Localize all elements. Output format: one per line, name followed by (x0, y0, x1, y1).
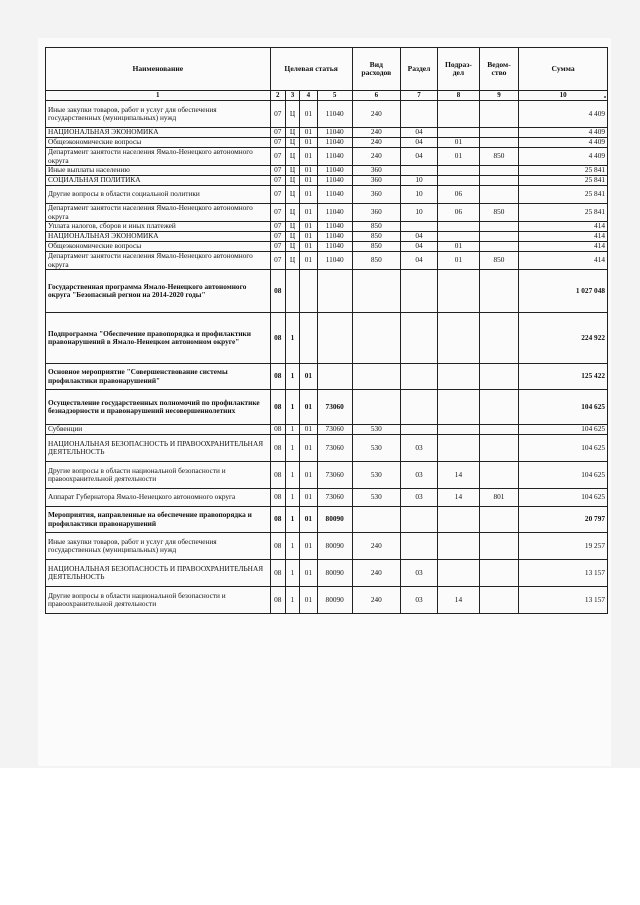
sum-cell: 25 841 (519, 176, 608, 186)
row-name-cell: НАЦИОНАЛЬНАЯ ЭКОНОМИКА (46, 232, 271, 242)
subsection-cell (438, 435, 480, 462)
expense-type-cell: 530 (352, 462, 400, 489)
expense-type-cell: 530 (352, 489, 400, 507)
table-row (46, 252, 608, 270)
target-code-4: 11040 (317, 128, 352, 138)
row-name-cell: Государственная программа Ямало-Ненецкого автономного округа "Безопасный регион на 2014-2020 годы" (46, 270, 271, 313)
expense-type-cell: 850 (352, 252, 400, 270)
row-name-cell: Субвенции (46, 425, 271, 435)
table-row (46, 242, 608, 252)
section-cell (400, 101, 437, 128)
target-code-1: 07 (270, 128, 285, 138)
department-cell (479, 242, 518, 252)
department-cell: 850 (479, 204, 518, 222)
expense-type-cell: 360 (352, 166, 400, 176)
expense-type-cell: 360 (352, 186, 400, 204)
target-code-1: 07 (270, 204, 285, 222)
department-cell (479, 232, 518, 242)
subsection-cell: 06 (438, 204, 480, 222)
target-code-2: Ц (285, 166, 299, 176)
expense-type-cell (352, 313, 400, 364)
table-row (46, 166, 608, 176)
header-target: Целевая статья (270, 48, 352, 91)
target-code-3 (300, 313, 318, 364)
target-code-2: 1 (285, 425, 299, 435)
target-code-2: 1 (285, 435, 299, 462)
section-cell: 04 (400, 252, 437, 270)
column-number: 10 (519, 91, 608, 101)
header-subsection: Подраз-дел (438, 48, 480, 91)
expense-type-cell: 240 (352, 128, 400, 138)
target-code-4: 80090 (317, 560, 352, 587)
header-name: Наименование (46, 48, 271, 91)
expense-type-cell: 530 (352, 435, 400, 462)
target-code-4: 73060 (317, 462, 352, 489)
column-number-row (46, 91, 608, 101)
section-cell: 04 (400, 138, 437, 148)
sum-cell: 4 409 (519, 138, 608, 148)
section-cell: 04 (400, 242, 437, 252)
target-code-2 (285, 270, 299, 313)
target-code-3: 01 (300, 242, 318, 252)
target-code-1: 07 (270, 166, 285, 176)
department-cell (479, 128, 518, 138)
table-row (46, 560, 608, 587)
budget-table (45, 47, 608, 614)
row-name-cell: Иные закупки товаров, работ и услуг для обеспечения государственных (муниципальных) нужд (46, 101, 271, 128)
target-code-4 (317, 313, 352, 364)
expense-type-cell (352, 390, 400, 425)
department-cell (479, 435, 518, 462)
target-code-3: 01 (300, 390, 318, 425)
target-code-3: 01 (300, 148, 318, 166)
row-name-cell: Другие вопросы в области национальной безопасности и правоохранительной деятельности (46, 587, 271, 614)
department-cell (479, 270, 518, 313)
department-cell (479, 222, 518, 232)
target-code-3: 01 (300, 128, 318, 138)
row-name-cell: Осуществление государственных полномочий по профилактике безнадзорности и правонарушений несовершеннолетних (46, 390, 271, 425)
target-code-4: 80090 (317, 507, 352, 533)
table-body (46, 101, 608, 614)
section-cell: 03 (400, 435, 437, 462)
table-row (46, 232, 608, 242)
column-number: 4 (300, 91, 318, 101)
section-cell (400, 507, 437, 533)
target-code-2: Ц (285, 176, 299, 186)
subsection-cell: 14 (438, 462, 480, 489)
subsection-cell (438, 166, 480, 176)
target-code-4: 11040 (317, 232, 352, 242)
target-code-1: 08 (270, 270, 285, 313)
department-cell (479, 166, 518, 176)
target-code-2: Ц (285, 101, 299, 128)
target-code-1: 08 (270, 364, 285, 390)
department-cell (479, 101, 518, 128)
sum-cell: 414 (519, 242, 608, 252)
department-cell (479, 425, 518, 435)
expense-type-cell: 240 (352, 587, 400, 614)
target-code-2: Ц (285, 186, 299, 204)
sum-cell: 13 157 (519, 560, 608, 587)
column-number: 5 (317, 91, 352, 101)
target-code-3: 01 (300, 166, 318, 176)
sum-cell: 19 257 (519, 533, 608, 560)
department-cell (479, 587, 518, 614)
subsection-cell: 01 (438, 252, 480, 270)
section-cell: 03 (400, 587, 437, 614)
department-cell (479, 364, 518, 390)
subsection-cell: 14 (438, 587, 480, 614)
target-code-1: 07 (270, 148, 285, 166)
target-code-1: 07 (270, 222, 285, 232)
sum-cell: 414 (519, 252, 608, 270)
expense-type-cell: 360 (352, 176, 400, 186)
subsection-cell (438, 270, 480, 313)
table-row (46, 176, 608, 186)
target-code-3: 01 (300, 507, 318, 533)
sum-cell: 4 409 (519, 148, 608, 166)
sum-cell: 20 797 (519, 507, 608, 533)
header-department: Ведом-ство (479, 48, 518, 91)
target-code-4: 11040 (317, 252, 352, 270)
section-cell: 10 (400, 186, 437, 204)
subsection-cell: 14 (438, 489, 480, 507)
expense-type-cell: 240 (352, 101, 400, 128)
sum-cell: 25 841 (519, 186, 608, 204)
target-code-4: 11040 (317, 166, 352, 176)
row-name-cell: Общеэкономические вопросы (46, 138, 271, 148)
target-code-2: 1 (285, 533, 299, 560)
target-code-3: 01 (300, 364, 318, 390)
target-code-1: 08 (270, 587, 285, 614)
target-code-3: 01 (300, 489, 318, 507)
target-code-3: 01 (300, 176, 318, 186)
target-code-1: 08 (270, 560, 285, 587)
target-code-2: 1 (285, 507, 299, 533)
target-code-2: 1 (285, 390, 299, 425)
target-code-1: 08 (270, 507, 285, 533)
target-code-3: 01 (300, 462, 318, 489)
target-code-2: Ц (285, 128, 299, 138)
section-cell (400, 313, 437, 364)
target-code-4: 11040 (317, 242, 352, 252)
row-name-cell: Иные закупки товаров, работ и услуг для обеспечения государственных (муниципальных) нужд (46, 533, 271, 560)
target-code-3: 01 (300, 138, 318, 148)
subsection-cell (438, 313, 480, 364)
target-code-4: 73060 (317, 390, 352, 425)
table-row (46, 128, 608, 138)
section-cell (400, 270, 437, 313)
target-code-3: 01 (300, 533, 318, 560)
subsection-cell (438, 390, 480, 425)
expense-type-cell: 850 (352, 242, 400, 252)
row-name-cell: Общеэкономические вопросы (46, 242, 271, 252)
department-cell (479, 186, 518, 204)
subsection-cell: 01 (438, 148, 480, 166)
row-name-cell: НАЦИОНАЛЬНАЯ БЕЗОПАСНОСТЬ И ПРАВООХРАНИТЕЛЬНАЯ ДЕЯТЕЛЬНОСТЬ (46, 560, 271, 587)
department-cell (479, 138, 518, 148)
column-number: 3 (285, 91, 299, 101)
sum-cell: 25 841 (519, 204, 608, 222)
section-cell (400, 425, 437, 435)
table-row (46, 587, 608, 614)
target-code-4 (317, 270, 352, 313)
target-code-4: 73060 (317, 489, 352, 507)
sum-cell: 104 625 (519, 390, 608, 425)
table-row (46, 425, 608, 435)
target-code-1: 08 (270, 313, 285, 364)
target-code-1: 08 (270, 390, 285, 425)
expense-type-cell: 240 (352, 533, 400, 560)
expense-type-cell (352, 364, 400, 390)
section-cell: 03 (400, 462, 437, 489)
target-code-4: 11040 (317, 204, 352, 222)
table-row (46, 270, 608, 313)
target-code-4 (317, 364, 352, 390)
target-code-4: 11040 (317, 138, 352, 148)
subsection-cell (438, 425, 480, 435)
header-sum: Сумма (519, 48, 608, 91)
expense-type-cell: 240 (352, 138, 400, 148)
row-name-cell: Аппарат Губернатора Ямало-Ненецкого автономного округа (46, 489, 271, 507)
target-code-1: 07 (270, 252, 285, 270)
section-cell: 03 (400, 489, 437, 507)
target-code-4: 73060 (317, 435, 352, 462)
subsection-cell (438, 364, 480, 390)
subsection-cell (438, 507, 480, 533)
sum-cell: 4 409 (519, 128, 608, 138)
target-code-3: 01 (300, 204, 318, 222)
target-code-2: Ц (285, 204, 299, 222)
department-cell: 850 (479, 252, 518, 270)
header-expense-type: Вид расходов (352, 48, 400, 91)
target-code-3: 01 (300, 435, 318, 462)
department-cell (479, 462, 518, 489)
table-row (46, 435, 608, 462)
department-cell (479, 390, 518, 425)
target-code-1: 07 (270, 176, 285, 186)
target-code-2: Ц (285, 252, 299, 270)
target-code-2: Ц (285, 222, 299, 232)
target-code-2: Ц (285, 242, 299, 252)
target-code-1: 08 (270, 533, 285, 560)
subsection-cell: 06 (438, 186, 480, 204)
expense-type-cell: 240 (352, 148, 400, 166)
target-code-2: 1 (285, 462, 299, 489)
target-code-3: 01 (300, 101, 318, 128)
sum-cell: 25 841 (519, 166, 608, 176)
section-cell: 10 (400, 176, 437, 186)
target-code-1: 07 (270, 242, 285, 252)
section-cell (400, 222, 437, 232)
department-cell (479, 176, 518, 186)
row-name-cell: НАЦИОНАЛЬНАЯ БЕЗОПАСНОСТЬ И ПРАВООХРАНИТЕЛЬНАЯ ДЕЯТЕЛЬНОСТЬ (46, 435, 271, 462)
target-code-4: 80090 (317, 587, 352, 614)
subsection-cell (438, 560, 480, 587)
subsection-cell (438, 232, 480, 242)
sum-cell: 125 422 (519, 364, 608, 390)
sum-cell: 224 922 (519, 313, 608, 364)
target-code-3: 01 (300, 222, 318, 232)
target-code-2: Ц (285, 138, 299, 148)
target-code-1: 08 (270, 435, 285, 462)
department-cell (479, 313, 518, 364)
target-code-3 (300, 270, 318, 313)
target-code-4: 11040 (317, 186, 352, 204)
expense-type-cell: 850 (352, 222, 400, 232)
target-code-3: 01 (300, 252, 318, 270)
target-code-1: 07 (270, 138, 285, 148)
subsection-cell (438, 222, 480, 232)
table-row (46, 313, 608, 364)
target-code-4: 11040 (317, 101, 352, 128)
sum-cell: 414 (519, 222, 608, 232)
row-name-cell: Департамент занятости населения Ямало-Ненецкого автономного округа (46, 252, 271, 270)
target-code-1: 07 (270, 232, 285, 242)
target-code-4: 73060 (317, 425, 352, 435)
subsection-cell (438, 176, 480, 186)
row-name-cell: Мероприятия, направленные на обеспечение правопорядка и профилактики правонарушений (46, 507, 271, 533)
target-code-3: 01 (300, 587, 318, 614)
section-cell (400, 364, 437, 390)
sum-cell: 104 625 (519, 489, 608, 507)
target-code-2: 1 (285, 489, 299, 507)
target-code-2: 1 (285, 587, 299, 614)
sum-cell: 104 625 (519, 435, 608, 462)
subsection-cell: 01 (438, 242, 480, 252)
sum-cell: 104 625 (519, 462, 608, 489)
row-name-cell: Другие вопросы в области социальной политики (46, 186, 271, 204)
expense-type-cell (352, 270, 400, 313)
section-cell: 04 (400, 128, 437, 138)
table-row (46, 533, 608, 560)
target-code-2: Ц (285, 232, 299, 242)
row-name-cell: НАЦИОНАЛЬНАЯ ЭКОНОМИКА (46, 128, 271, 138)
expense-type-cell: 530 (352, 425, 400, 435)
column-number: 7 (400, 91, 437, 101)
row-name-cell: Департамент занятости населения Ямало-Ненецкого автономного округа (46, 148, 271, 166)
sum-cell: 1 027 048 (519, 270, 608, 313)
target-code-2: 1 (285, 364, 299, 390)
section-cell (400, 533, 437, 560)
section-cell (400, 166, 437, 176)
column-number: 2 (270, 91, 285, 101)
table-row (46, 507, 608, 533)
target-code-4: 11040 (317, 148, 352, 166)
table-row (46, 101, 608, 128)
row-name-cell: СОЦИАЛЬНАЯ ПОЛИТИКА (46, 176, 271, 186)
subsection-cell (438, 101, 480, 128)
expense-type-cell: 850 (352, 232, 400, 242)
section-cell: 04 (400, 232, 437, 242)
sum-cell: 414 (519, 232, 608, 242)
department-cell: 801 (479, 489, 518, 507)
table-row (46, 364, 608, 390)
subsection-cell (438, 128, 480, 138)
column-number: 6 (352, 91, 400, 101)
target-code-1: 08 (270, 462, 285, 489)
target-code-1: 07 (270, 186, 285, 204)
section-cell (400, 390, 437, 425)
column-number: 9 (479, 91, 518, 101)
department-cell: 850 (479, 148, 518, 166)
target-code-4: 80090 (317, 533, 352, 560)
target-code-3: 01 (300, 232, 318, 242)
table-row (46, 489, 608, 507)
expense-type-cell: 360 (352, 204, 400, 222)
department-cell (479, 533, 518, 560)
column-number: 1 (46, 91, 271, 101)
subsection-cell: 01 (438, 138, 480, 148)
table-row (46, 462, 608, 489)
table-row (46, 148, 608, 166)
target-code-3: 01 (300, 425, 318, 435)
table-row (46, 204, 608, 222)
department-cell (479, 507, 518, 533)
target-code-2: 1 (285, 313, 299, 364)
row-name-cell: Основное мероприятие "Совершенствование системы профилактики правонарушений" (46, 364, 271, 390)
section-cell: 04 (400, 148, 437, 166)
section-cell: 10 (400, 204, 437, 222)
sum-cell: 104 625 (519, 425, 608, 435)
target-code-1: 08 (270, 489, 285, 507)
target-code-1: 08 (270, 425, 285, 435)
department-cell (479, 560, 518, 587)
target-code-2: Ц (285, 148, 299, 166)
target-code-3: 01 (300, 186, 318, 204)
header-row (46, 48, 608, 91)
target-code-2: 1 (285, 560, 299, 587)
target-code-1: 07 (270, 101, 285, 128)
target-code-4: 11040 (317, 222, 352, 232)
row-name-cell: Департамент занятости населения Ямало-Ненецкого автономного округа (46, 204, 271, 222)
table-row (46, 186, 608, 204)
row-name-cell: Уплата налогов, сборов и иных платежей (46, 222, 271, 232)
subsection-cell (438, 533, 480, 560)
target-code-4: 11040 (317, 176, 352, 186)
table-row (46, 138, 608, 148)
sum-cell: 13 157 (519, 587, 608, 614)
row-name-cell: Подпрограмма "Обеспечение правопорядка и профилактики правонарушений в Ямало-Ненецком автономном округе" (46, 313, 271, 364)
header-section: Раздел (400, 48, 437, 91)
row-name-cell: Другие вопросы в области национальной безопасности и правоохранительной деятельности (46, 462, 271, 489)
row-name-cell: Иные выплаты населению (46, 166, 271, 176)
expense-type-cell (352, 507, 400, 533)
target-code-3: 01 (300, 560, 318, 587)
sum-cell: 4 409 (519, 101, 608, 128)
column-number: 8 (438, 91, 480, 101)
table-row (46, 222, 608, 232)
table-row (46, 390, 608, 425)
expense-type-cell: 240 (352, 560, 400, 587)
section-cell: 03 (400, 560, 437, 587)
